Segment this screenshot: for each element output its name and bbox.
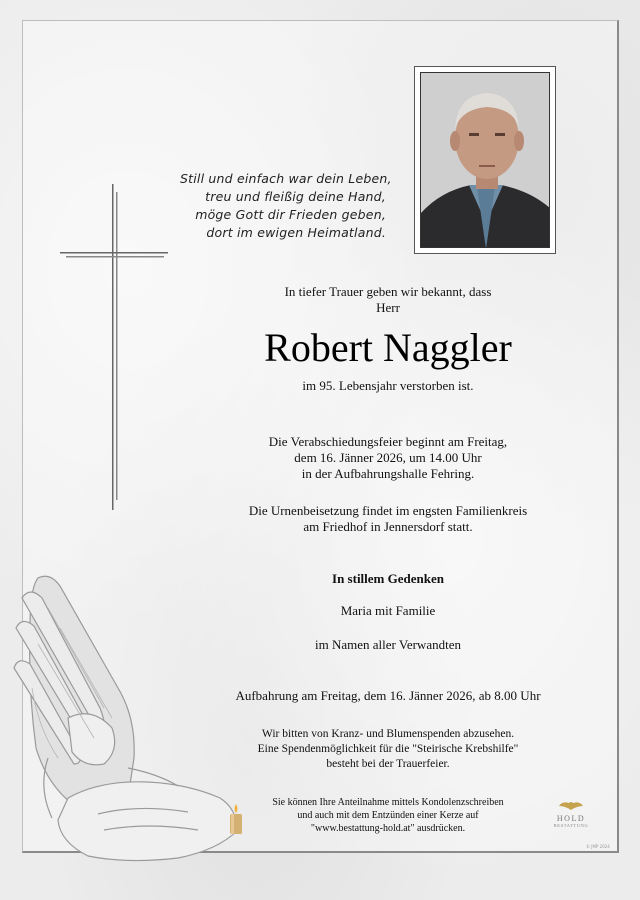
announcement-intro: In tiefer Trauer geben wir bekannt, dass (284, 284, 492, 299)
poem-line: dort im ewigen Heimatland. (206, 225, 386, 240)
portrait-photo (414, 66, 556, 254)
candle-icon (228, 804, 244, 834)
donations-line: Wir bitten von Kranz- und Blumenspenden abzusehen. (261, 728, 515, 740)
viewing-info: Aufbahrung am Freitag, dem 16. Jänner 2026, ab 8.00 Uhr (235, 688, 541, 703)
poem-line: Still und einfach war dein Leben, (180, 171, 392, 186)
ceremony-line: dem 16. Jänner 2026, um 14.00 Uhr (294, 450, 482, 465)
burial-line: am Friedhof in Jennersdorf statt. (303, 519, 473, 534)
announcement-salutation: Herr (376, 300, 400, 315)
praying-hands-icon (8, 568, 244, 868)
age-line: im 95. Lebensjahr verstorben ist. (302, 378, 474, 393)
mourners-heading: In stillem Gedenken (332, 571, 444, 586)
donations-line: Eine Spendenmöglichkeit für die "Steirische Krebshilfe" (257, 743, 519, 755)
condolence-line: "www.bestattung-hold.at" ausdrücken. (310, 823, 466, 834)
logo-name: HOLD (556, 814, 586, 823)
copyright: © JMP 2024 (586, 844, 610, 849)
mourners-family: Maria mit Familie (340, 603, 436, 618)
burial-line: Die Urnenbeisetzung findet im engsten Familienkreis (248, 503, 528, 518)
deceased-name: Robert Naggler (264, 325, 512, 370)
donations-line: besteht bei der Trauerfeier. (326, 758, 450, 770)
condolence-line: Sie können Ihre Anteilnahme mittels Kondolenzschreiben (272, 797, 504, 808)
logo-subtitle: BESTATTUNG (553, 823, 589, 828)
funeral-home-logo (549, 800, 593, 829)
cross-icon (60, 184, 170, 510)
poem-line: treu und fleißig deine Hand, (205, 189, 386, 204)
poem-line: möge Gott dir Frieden geben, (195, 207, 386, 222)
burial-block (180, 503, 596, 535)
ceremony-block (180, 434, 596, 482)
angel-logo-icon (549, 800, 593, 814)
ceremony-line: in der Aufbahrungshalle Fehring. (301, 466, 475, 481)
portrait-image (421, 73, 550, 248)
ceremony-line: Die Verabschiedungsfeier beginnt am Freitag, (268, 434, 508, 449)
mourners-relatives: im Namen aller Verwandten (315, 637, 461, 652)
condolence-line: und auch mit dem Entzünden einer Kerze auf (297, 810, 479, 821)
poem (180, 170, 392, 242)
